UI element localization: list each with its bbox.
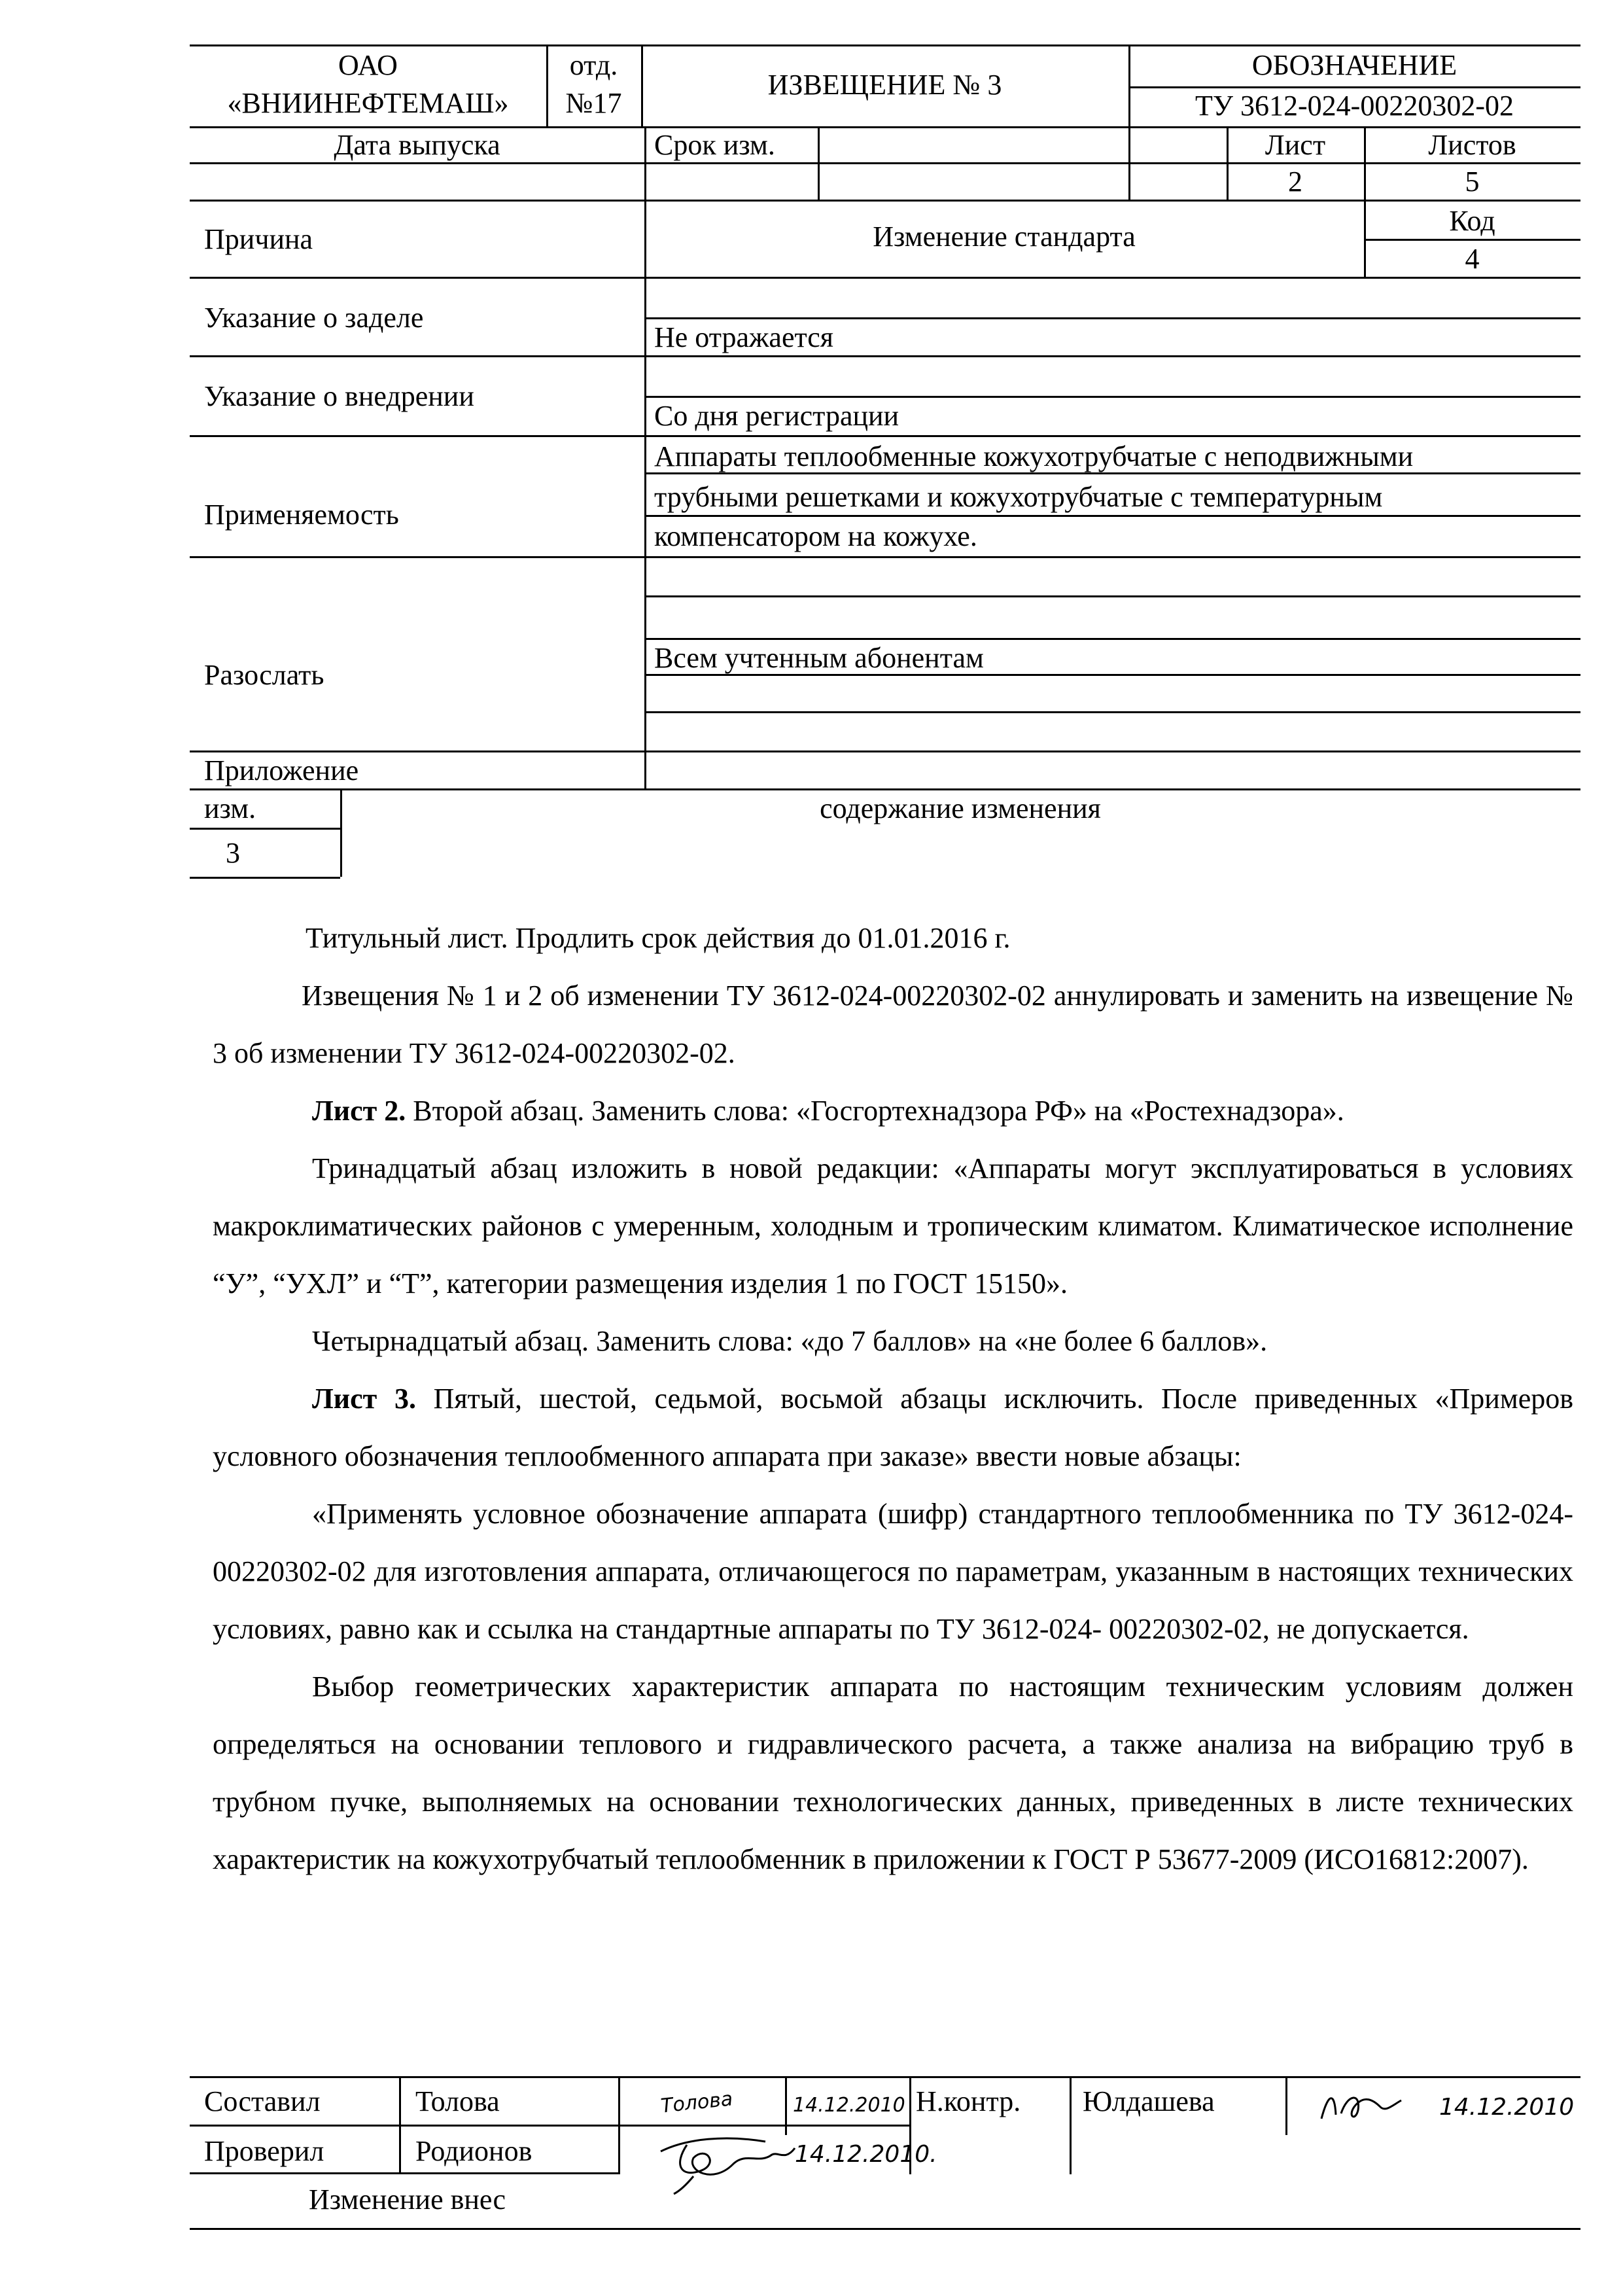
- distribute-value: Всем учтенным абонентам: [654, 642, 984, 674]
- paragraph-fourteenth: Четырнадцатый абзац. Заменить слова: «до 7 баллов» на «не более 6 баллов».: [312, 1325, 1268, 1357]
- applicability-label: Применяемость: [204, 499, 399, 531]
- change-content-label: содержание изменения: [820, 792, 1101, 824]
- organization-name-line2: «ВНИИНЕФТЕМАШ»: [227, 87, 509, 119]
- compiled-label: Составил: [204, 2085, 321, 2117]
- compiled-name: Толова: [415, 2085, 500, 2117]
- paragraph-geometry-choice: Выбор геометрических характеристик аппарата по настоящим техническим условиям должен определяться на основании теплового и гидравлического расчета, а также анализа на вибрацию труб в трубном пучке, выполняемых на основании технологических данных, приведенных в листе технических характеристик на кожухотрубчатый теплообменник в приложении к ГОСТ Р 53677-2009 (ИСО16812:2007).: [213, 1670, 1573, 1875]
- sheet-3-text: Пятый, шестой, седьмой, восьмой абзацы исключить. После приведенных «Примеров условного обозначения теплообменного аппарата при заказе» ввести новые абзацы:: [213, 1383, 1573, 1472]
- sheet-2-heading: Лист 2.: [312, 1095, 406, 1127]
- notice-title: ИЗВЕЩЕНИЕ № 3: [767, 69, 1002, 101]
- implementation-label: Указание о внедрении: [204, 380, 474, 412]
- norm-control-label: Н.контр.: [916, 2085, 1021, 2117]
- sheet-3-heading: Лист 3.: [312, 1383, 416, 1415]
- sheets-value: 5: [1465, 166, 1480, 198]
- code-label: Код: [1449, 205, 1495, 237]
- change-no-value: 3: [226, 837, 240, 869]
- sheet-2-text: Второй абзац. Заменить слова: «Госгортехнадзора РФ» на «Ростехнадзора».: [406, 1095, 1344, 1127]
- department-label: отд.: [569, 49, 618, 81]
- norm-control-date: 14.12.2010: [1439, 2094, 1575, 2121]
- applicability-line2: трубными решетками и кожухотрубчатые с температурным: [654, 481, 1383, 513]
- designation-value: ТУ 3612-024-00220302-02: [1195, 90, 1514, 122]
- department-number: №17: [565, 87, 622, 119]
- checked-date: 14.12.2010.: [795, 2141, 937, 2168]
- sheet-value: 2: [1288, 166, 1302, 198]
- paragraph-sheet-3: [213, 1370, 1573, 1485]
- compiled-signature: Толова: [659, 2087, 734, 2118]
- applicability-line3: компенсатором на кожухе.: [654, 520, 977, 552]
- sheet-label: Лист: [1265, 129, 1326, 161]
- reason-label: Причина: [204, 223, 313, 255]
- issue-date-label: Дата выпуска: [334, 129, 500, 161]
- appendix-label: Приложение: [204, 754, 359, 786]
- change-no-label: изм.: [204, 792, 256, 824]
- code-value: 4: [1465, 243, 1480, 275]
- applicability-line1: Аппараты теплообменные кожухотрубчатые с неподвижными: [654, 440, 1414, 472]
- designation-label: ОБОЗНАЧЕНИЕ: [1251, 49, 1457, 81]
- norm-control-name: Юлдашева: [1083, 2085, 1215, 2117]
- compiled-date: 14.12.2010: [793, 2094, 905, 2117]
- paragraph-notices-cancel: Извещения № 1 и 2 об изменении ТУ 3612-024-00220302-02 аннулировать и заменить на извещение № 3 об изменении ТУ 3612-024-00220302-02.: [213, 980, 1573, 1069]
- reason-value: Изменение стандарта: [873, 221, 1136, 253]
- backlog-value: Не отражается: [654, 321, 834, 353]
- paragraph-title-sheet: Титульный лист. Продлить срок действия до 01.01.2016 г.: [305, 922, 1011, 954]
- implementation-value: Со дня регистрации: [654, 400, 899, 432]
- change-term-label: Срок изм.: [654, 129, 775, 161]
- paragraph-designation-rule: «Применять условное обозначение аппарата (шифр) стандартного теплообменника по ТУ 3612-024-00220302-02 для изготовления аппарата, отличающегося по параметрам, указанным в настоящих технических условиях, равно как и ссылка на стандартные аппараты по ТУ 3612-024- 00220302-02, не допускается.: [213, 1498, 1573, 1645]
- paragraph-sheet-2: [213, 1082, 1573, 1140]
- backlog-label: Указание о заделе: [204, 302, 424, 334]
- distribute-label: Разослать: [204, 659, 324, 691]
- checked-signature: [648, 2125, 805, 2197]
- sheets-label: Листов: [1428, 129, 1516, 161]
- change-content-body: [213, 910, 1573, 1888]
- checked-name: Родионов: [415, 2135, 532, 2167]
- changed-by-label: Изменение внес: [309, 2183, 506, 2216]
- organization-name-line1: ОАО: [338, 49, 398, 81]
- checked-label: Проверил: [204, 2135, 324, 2167]
- norm-control-signature: [1315, 2081, 1406, 2127]
- paragraph-thirteenth: Тринадцатый абзац изложить в новой редакции: «Аппараты могут эксплуатироваться в условиях макроклиматических районов с умеренным, холодным и тропическим климатом. Климатическое исполнение “У”, “УХЛ” и “Т”, категории размещения изделия 1 по ГОСТ 15150».: [213, 1152, 1573, 1299]
